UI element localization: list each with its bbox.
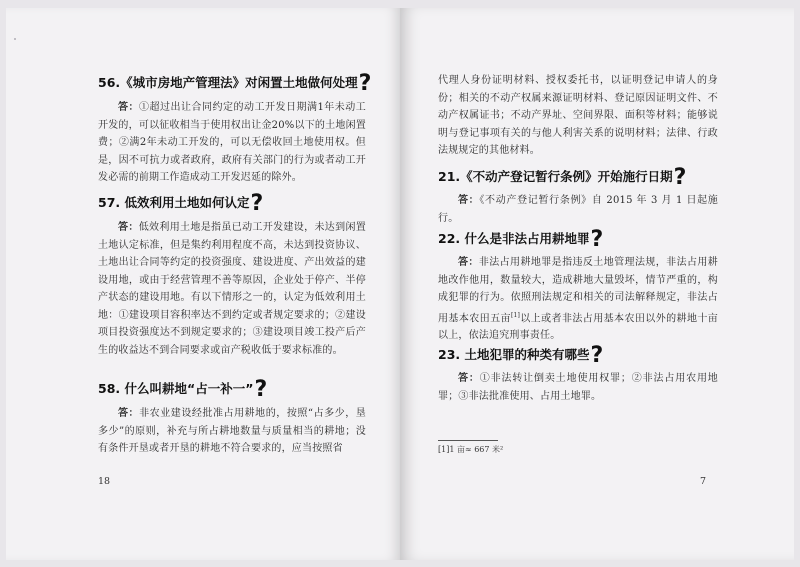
q56-answer: 答：①超过出让合同约定的动工开发日期满1年未动工开发的，可以征收相当于使用权出让金20%以下的土地闲置费；②满2年未动工开发的，可以无偿收回土地使用权。但是，因不可抗力或者政府，政府有关部门的行为或者动工开发必需的前期工作造成动工开发迟延的除外。 [98,102,366,183]
q22-section [438,227,718,345]
q56-section [98,71,372,187]
q21-title: 21.《不动产登记暂行条例》开始施行日期? [438,165,687,190]
q57-section [98,191,366,359]
question-mark-icon: ? [250,191,264,216]
page-number: 7 [700,476,707,487]
q57-answer: 答：低效利用土地是指虽已动工开发建设，未达到闲置土地认定标准，但是集约利用程度不高，未达到投资协议、土地出让合同等约定的投资强度、建设进度、产出效益的建设用地，或由于经营管理不善等原因，企业处于停产、半停产状态的建设用地。有以下情形之一的，认定为低效利用土地：①建设项目容积率达不到约定或者规定要求的；②建设项目投资强度达不到规定要求的；③建设项目竣工投产后产生的收益达不到合同要求或亩产税收低于要求标准的。 [98,222,366,356]
q57-title: 57. 低效利用土地如何认定? [98,191,264,216]
q21-answer: 答：《不动产登记暂行条例》自 2015 年 3 月 1 日起施行。 [438,195,719,224]
question-mark-icon: ? [590,227,604,252]
q56-title: 56.《城市房地产管理法》对闲置土地做何处理? [98,71,372,96]
continuation-paragraph [438,72,718,160]
q58-title: 58. 什么叫耕地“占一补一”? [98,377,268,402]
q58-answer: 答：非农业建设经批准占用耕地的，按照“占多少，垦多少”的原则，补充与所占耕地数量与质量相当的耕地；没有条件开垦或者开垦的耕地不符合要求的，应当按照省 [98,408,366,454]
book-spread [6,8,794,560]
q23-section [438,343,719,405]
q22-title: 22. 什么是非法占用耕地罪? [438,227,604,252]
q21-section [438,165,719,227]
footnote-divider [438,440,498,441]
print-speck [14,38,16,40]
q23-title: 23. 土地犯罪的种类有哪些? [438,343,604,368]
q58-section [98,377,366,458]
q23-answer: 答：①非法转让倒卖土地使用权罪；②非法占用农用地罪；③非法批准使用、占用土地罪。 [438,373,719,402]
q22-answer: 答：非法占用耕地罪是指违反土地管理法规，非法占用耕地改作他用，数量较大，造成耕地大量毁坏，情节严重的，构成犯罪的行为。依照刑法规定和相关的司法解释规定，非法占用基本农田五亩[1]以上或者非法占用基本农田以外的耕地十亩以上，依法追究刑事责任。 [438,257,718,342]
question-mark-icon: ? [254,377,268,402]
right-page [400,8,794,560]
question-mark-icon: ? [358,71,372,96]
question-mark-icon: ? [673,165,687,190]
page-number: 18 [98,476,111,487]
footnote-ref: [1] [510,311,521,319]
left-page [6,8,400,560]
continuation-text: 代理人身份证明材料、授权委托书，以证明登记申请人的身份；相关的不动产权属来源证明材料、登记原因证明文件、不动产权属证书；不动产界址、空间界限、面积等材料；能够说明与登记事项有关的与他人利害关系的说明材料；法律、行政法规规定的其他材料。 [438,75,718,156]
footnote: [1]1 亩≈ 667 米² [438,445,504,454]
question-mark-icon: ? [590,343,604,368]
